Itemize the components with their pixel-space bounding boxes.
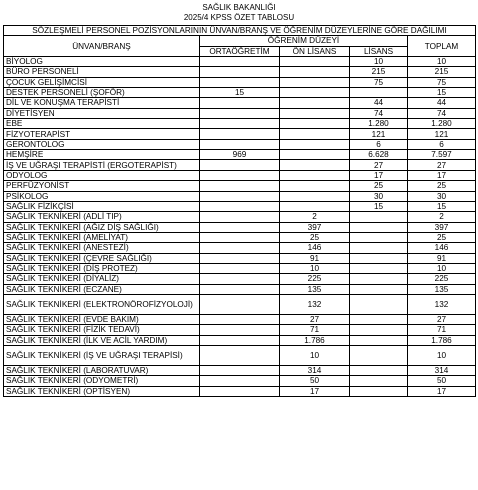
row-name-cell: SAĞLIK TEKNİKERİ (DİYALİZ) xyxy=(4,274,200,284)
table-row xyxy=(4,222,476,232)
row-onlisans-cell: 225 xyxy=(280,274,350,284)
table-row xyxy=(4,170,476,180)
row-ortaogretim-cell xyxy=(200,201,280,211)
table-row xyxy=(4,98,476,108)
row-ortaogretim-cell: 15 xyxy=(200,88,280,98)
row-toplam-cell: 15 xyxy=(408,201,476,211)
row-name-cell: SAĞLIK TEKNİKERİ (DİŞ PROTEZ) xyxy=(4,263,200,273)
row-name-cell: PERFÜZYONİST xyxy=(4,181,200,191)
row-lisans-cell: 215 xyxy=(350,67,408,77)
row-name-cell: ODYOLOG xyxy=(4,170,200,180)
table-row xyxy=(4,365,476,375)
table-row xyxy=(4,191,476,201)
row-ortaogretim-cell xyxy=(200,345,280,365)
row-toplam-cell: 71 xyxy=(408,325,476,335)
table-row xyxy=(4,232,476,242)
row-onlisans-cell: 71 xyxy=(280,325,350,335)
row-onlisans-cell: 17 xyxy=(280,386,350,396)
row-name-cell: DESTEK PERSONELİ (ŞOFÖR) xyxy=(4,88,200,98)
table-row xyxy=(4,294,476,314)
row-ortaogretim-cell xyxy=(200,294,280,314)
row-onlisans-cell: 1.786 xyxy=(280,335,350,345)
row-lisans-cell xyxy=(350,314,408,324)
table-title-row xyxy=(4,26,476,36)
row-toplam-cell: 15 xyxy=(408,88,476,98)
row-name-cell: SAĞLIK TEKNİKERİ (OPTİSYEN) xyxy=(4,386,200,396)
row-toplam-cell: 225 xyxy=(408,274,476,284)
table-row xyxy=(4,263,476,273)
row-lisans-cell: 121 xyxy=(350,129,408,139)
row-onlisans-cell: 25 xyxy=(280,232,350,242)
row-name-cell: SAĞLIK FİZİKÇİSİ xyxy=(4,201,200,211)
row-toplam-cell: 44 xyxy=(408,98,476,108)
row-lisans-cell xyxy=(350,335,408,345)
column-header-onlisans: ÖN LİSANS xyxy=(280,46,350,56)
row-toplam-cell: 10 xyxy=(408,57,476,67)
row-toplam-cell: 215 xyxy=(408,67,476,77)
row-toplam-cell: 17 xyxy=(408,170,476,180)
row-toplam-cell: 10 xyxy=(408,345,476,365)
row-lisans-cell xyxy=(350,376,408,386)
row-lisans-cell: 15 xyxy=(350,201,408,211)
row-toplam-cell: 25 xyxy=(408,181,476,191)
row-name-cell: EBE xyxy=(4,119,200,129)
row-name-cell: SAĞLIK TEKNİKERİ (ELEKTRONÖROFİZYOLOJİ) xyxy=(4,294,200,314)
row-lisans-cell: 30 xyxy=(350,191,408,201)
table-row xyxy=(4,181,476,191)
row-lisans-cell xyxy=(350,294,408,314)
row-name-cell: PSİKOLOG xyxy=(4,191,200,201)
row-toplam-cell: 74 xyxy=(408,108,476,118)
row-lisans-cell: 10 xyxy=(350,57,408,67)
row-name-cell: SAĞLIK TEKNİKERİ (ANESTEZİ) xyxy=(4,243,200,253)
row-toplam-cell: 135 xyxy=(408,284,476,294)
row-ortaogretim-cell xyxy=(200,386,280,396)
row-ortaogretim-cell xyxy=(200,232,280,242)
row-onlisans-cell: 135 xyxy=(280,284,350,294)
table-row xyxy=(4,88,476,98)
row-ortaogretim-cell xyxy=(200,191,280,201)
table-row xyxy=(4,314,476,324)
row-lisans-cell: 74 xyxy=(350,108,408,118)
row-lisans-cell xyxy=(350,88,408,98)
row-ortaogretim-cell xyxy=(200,139,280,149)
row-toplam-cell: 17 xyxy=(408,386,476,396)
row-toplam-cell: 314 xyxy=(408,365,476,375)
table-row xyxy=(4,284,476,294)
row-name-cell: İŞ VE UĞRAŞI TERAPİSTİ (ERGOTERAPİST) xyxy=(4,160,200,170)
row-toplam-cell: 50 xyxy=(408,376,476,386)
row-lisans-cell xyxy=(350,263,408,273)
row-lisans-cell: 25 xyxy=(350,181,408,191)
table-row xyxy=(4,57,476,67)
row-name-cell: SAĞLIK TEKNİKERİ (AĞIZ DİŞ SAĞLIĞI) xyxy=(4,222,200,232)
ministry-title: SAĞLIK BAKANLIĞI xyxy=(202,3,276,12)
row-ortaogretim-cell xyxy=(200,243,280,253)
row-lisans-cell: 44 xyxy=(350,98,408,108)
row-onlisans-cell xyxy=(280,108,350,118)
row-lisans-cell xyxy=(350,222,408,232)
row-ortaogretim-cell xyxy=(200,274,280,284)
row-lisans-cell xyxy=(350,212,408,222)
row-onlisans-cell xyxy=(280,77,350,87)
table-row xyxy=(4,325,476,335)
row-ortaogretim-cell xyxy=(200,335,280,345)
row-onlisans-cell xyxy=(280,191,350,201)
row-lisans-cell: 1.280 xyxy=(350,119,408,129)
row-toplam-cell: 6 xyxy=(408,139,476,149)
row-onlisans-cell xyxy=(280,129,350,139)
row-onlisans-cell xyxy=(280,88,350,98)
column-header-name: ÜNVAN/BRANŞ xyxy=(4,36,200,57)
row-toplam-cell: 1.280 xyxy=(408,119,476,129)
row-name-cell: SAĞLIK TEKNİKERİ (FİZİK TEDAVİ) xyxy=(4,325,200,335)
table-row xyxy=(4,150,476,160)
table-row xyxy=(4,253,476,263)
row-ortaogretim-cell xyxy=(200,170,280,180)
column-header-lisans: LİSANS xyxy=(350,46,408,56)
row-ortaogretim-cell xyxy=(200,129,280,139)
row-onlisans-cell: 132 xyxy=(280,294,350,314)
row-onlisans-cell: 91 xyxy=(280,253,350,263)
row-onlisans-cell: 10 xyxy=(280,345,350,365)
row-lisans-cell: 17 xyxy=(350,170,408,180)
row-lisans-cell: 6 xyxy=(350,139,408,149)
row-lisans-cell xyxy=(350,345,408,365)
document-header xyxy=(0,0,478,22)
column-group-header: ÖĞRENİM DÜZEYİ xyxy=(200,36,408,46)
row-toplam-cell: 121 xyxy=(408,129,476,139)
row-lisans-cell: 6.628 xyxy=(350,150,408,160)
row-name-cell: DİYETİSYEN xyxy=(4,108,200,118)
table-row xyxy=(4,201,476,211)
row-ortaogretim-cell xyxy=(200,57,280,67)
row-toplam-cell: 27 xyxy=(408,314,476,324)
row-onlisans-cell xyxy=(280,170,350,180)
row-toplam-cell: 397 xyxy=(408,222,476,232)
row-onlisans-cell xyxy=(280,150,350,160)
row-onlisans-cell xyxy=(280,57,350,67)
row-toplam-cell: 30 xyxy=(408,191,476,201)
row-ortaogretim-cell xyxy=(200,160,280,170)
header-row-1 xyxy=(4,36,476,46)
row-toplam-cell: 7.597 xyxy=(408,150,476,160)
row-name-cell: SAĞLIK TEKNİKERİ (AMELİYAT) xyxy=(4,232,200,242)
row-name-cell: GERONTOLOG xyxy=(4,139,200,149)
row-lisans-cell xyxy=(350,253,408,263)
row-ortaogretim-cell xyxy=(200,284,280,294)
table-row xyxy=(4,376,476,386)
row-name-cell: SAĞLIK TEKNİKERİ (LABORATUVAR) xyxy=(4,365,200,375)
row-lisans-cell: 75 xyxy=(350,77,408,87)
table-row xyxy=(4,274,476,284)
table-row xyxy=(4,119,476,129)
row-ortaogretim-cell xyxy=(200,119,280,129)
row-onlisans-cell xyxy=(280,181,350,191)
row-onlisans-cell: 314 xyxy=(280,365,350,375)
row-onlisans-cell: 10 xyxy=(280,263,350,273)
table-row xyxy=(4,335,476,345)
row-name-cell: BÜRO PERSONELİ xyxy=(4,67,200,77)
row-toplam-cell: 91 xyxy=(408,253,476,263)
row-name-cell: HEMŞİRE xyxy=(4,150,200,160)
row-toplam-cell: 27 xyxy=(408,160,476,170)
row-lisans-cell xyxy=(350,232,408,242)
row-lisans-cell xyxy=(350,365,408,375)
row-toplam-cell: 10 xyxy=(408,263,476,273)
row-ortaogretim-cell xyxy=(200,365,280,375)
row-onlisans-cell xyxy=(280,98,350,108)
row-onlisans-cell: 50 xyxy=(280,376,350,386)
row-name-cell: ÇOCUK GELİŞİMCİSİ xyxy=(4,77,200,87)
row-toplam-cell: 1.786 xyxy=(408,335,476,345)
row-name-cell: SAĞLIK TEKNİKERİ (ECZANE) xyxy=(4,284,200,294)
table-row xyxy=(4,160,476,170)
row-name-cell: SAĞLIK TEKNİKERİ (EVDE BAKIM) xyxy=(4,314,200,324)
row-onlisans-cell: 397 xyxy=(280,222,350,232)
column-header-ortaogretim: ORTAÖĞRETİM xyxy=(200,46,280,56)
row-onlisans-cell xyxy=(280,160,350,170)
row-onlisans-cell: 27 xyxy=(280,314,350,324)
table-row xyxy=(4,386,476,396)
row-lisans-cell xyxy=(350,284,408,294)
row-ortaogretim-cell xyxy=(200,98,280,108)
row-ortaogretim-cell xyxy=(200,67,280,77)
table-row xyxy=(4,139,476,149)
row-name-cell: SAĞLIK TEKNİKERİ (İLK VE ACİL YARDIM) xyxy=(4,335,200,345)
table-title: SÖZLEŞMELİ PERSONEL POZİSYONLARININ ÜNVAN/BRANŞ VE ÖĞRENİM DÜZEYLERİNE GÖRE DAĞILIMI xyxy=(4,26,476,36)
row-onlisans-cell xyxy=(280,201,350,211)
row-name-cell: DİL VE KONUŞMA TERAPİSTİ xyxy=(4,98,200,108)
row-name-cell: FİZYOTERAPİST xyxy=(4,129,200,139)
table-row xyxy=(4,345,476,365)
row-onlisans-cell: 146 xyxy=(280,243,350,253)
table-row xyxy=(4,67,476,77)
row-lisans-cell xyxy=(350,325,408,335)
table-row xyxy=(4,129,476,139)
row-lisans-cell xyxy=(350,243,408,253)
row-toplam-cell: 132 xyxy=(408,294,476,314)
row-name-cell: BİYOLOG xyxy=(4,57,200,67)
row-onlisans-cell xyxy=(280,139,350,149)
table-body xyxy=(4,57,476,397)
row-name-cell: SAĞLIK TEKNİKERİ (ÇEVRE SAĞLIĞI) xyxy=(4,253,200,263)
distribution-table xyxy=(3,25,476,397)
table-row xyxy=(4,212,476,222)
row-toplam-cell: 75 xyxy=(408,77,476,87)
row-lisans-cell: 27 xyxy=(350,160,408,170)
row-name-cell: SAĞLIK TEKNİKERİ (İŞ VE UĞRAŞI TERAPİSİ) xyxy=(4,345,200,365)
row-ortaogretim-cell xyxy=(200,376,280,386)
row-ortaogretim-cell xyxy=(200,77,280,87)
row-name-cell: SAĞLIK TEKNİKERİ (ODYOMETRİ) xyxy=(4,376,200,386)
row-onlisans-cell xyxy=(280,119,350,129)
row-ortaogretim-cell xyxy=(200,108,280,118)
row-ortaogretim-cell xyxy=(200,314,280,324)
row-toplam-cell: 25 xyxy=(408,232,476,242)
row-ortaogretim-cell xyxy=(200,222,280,232)
row-ortaogretim-cell xyxy=(200,212,280,222)
column-header-toplam: TOPLAM xyxy=(408,36,476,57)
row-name-cell: SAĞLIK TEKNİKERİ (ADLİ TIP) xyxy=(4,212,200,222)
row-ortaogretim-cell xyxy=(200,263,280,273)
row-ortaogretim-cell xyxy=(200,325,280,335)
row-toplam-cell: 2 xyxy=(408,212,476,222)
row-ortaogretim-cell: 969 xyxy=(200,150,280,160)
row-lisans-cell xyxy=(350,274,408,284)
row-lisans-cell xyxy=(350,386,408,396)
summary-title: 2025/4 KPSS ÖZET TABLOSU xyxy=(183,12,295,22)
row-ortaogretim-cell xyxy=(200,253,280,263)
row-toplam-cell: 146 xyxy=(408,243,476,253)
table-row xyxy=(4,77,476,87)
table-row xyxy=(4,243,476,253)
row-onlisans-cell: 2 xyxy=(280,212,350,222)
table-row xyxy=(4,108,476,118)
row-onlisans-cell xyxy=(280,67,350,77)
row-ortaogretim-cell xyxy=(200,181,280,191)
